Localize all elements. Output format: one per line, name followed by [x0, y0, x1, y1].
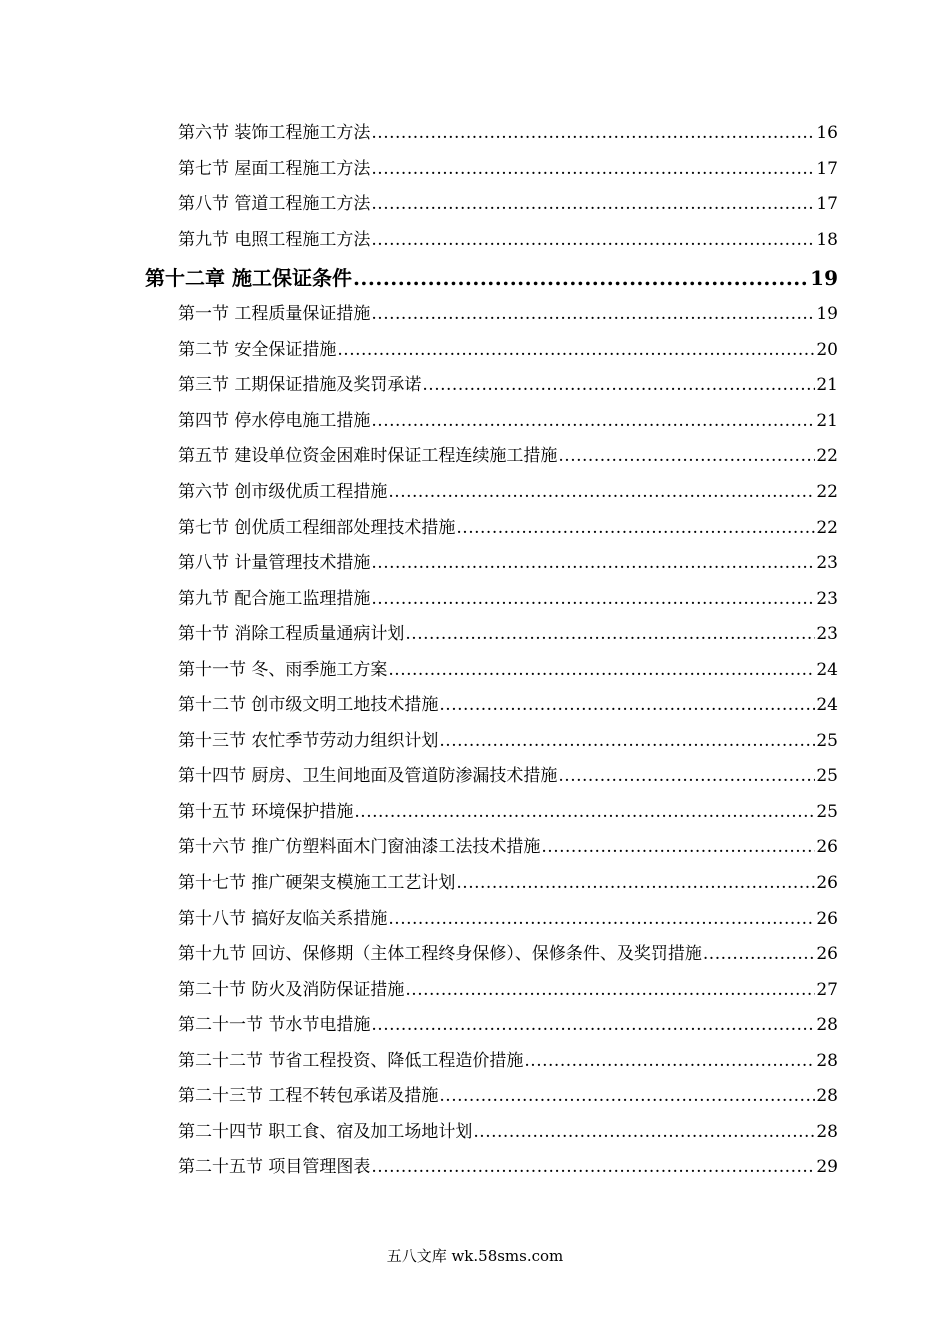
toc-page-number: 19	[816, 304, 838, 324]
toc-page-number: 28	[816, 1121, 838, 1141]
toc-dot-leader	[388, 909, 815, 928]
toc-page-number: 17	[816, 194, 838, 214]
toc-dot-leader	[422, 375, 815, 394]
toc-section-entry[interactable]	[178, 441, 838, 465]
toc-dot-leader	[388, 482, 815, 501]
toc-page-number: 23	[816, 624, 838, 644]
toc-entry-title: 第十二章 施工保证条件	[145, 266, 352, 291]
toc-entry-title: 第十一节 冬、雨季施工方案	[178, 659, 388, 679]
toc-dot-leader	[337, 340, 815, 359]
toc-page-number: 26	[816, 837, 838, 857]
toc-dot-leader	[405, 624, 815, 643]
toc-entry-title: 第六节 装饰工程施工方法	[178, 123, 371, 142]
toc-page-number: 26	[816, 908, 838, 928]
toc-section-entry[interactable]	[178, 370, 838, 394]
toc-entry-title: 第二十四节 职工食、宿及加工场地计划	[178, 1121, 473, 1141]
toc-page-number: 28	[816, 1086, 838, 1106]
toc-entry-title: 第二十三节 工程不转包承诺及措施	[178, 1086, 439, 1106]
toc-dot-leader	[439, 695, 815, 714]
toc-entry-title: 第二节 安全保证措施	[178, 339, 337, 359]
toc-entry-title: 第十九节 回访、保修期（主体工程终身保修）、保修条件、及奖罚措施	[178, 944, 702, 964]
toc-entry-title: 第四节 停水停电施工措施	[178, 410, 371, 430]
toc-section-entry[interactable]	[178, 726, 838, 750]
toc-dot-leader	[703, 944, 815, 963]
toc-page-number: 21	[816, 410, 838, 430]
toc-section-entry[interactable]	[178, 189, 838, 213]
toc-entry-title: 第十四节 厨房、卫生间地面及管道防渗漏技术措施	[178, 766, 558, 786]
toc-entry-title: 第十八节 搞好友临关系措施	[178, 908, 388, 928]
toc-dot-leader	[541, 837, 815, 856]
toc-entry-title: 第十节 消除工程质量通病计划	[178, 624, 405, 644]
toc-chapter-entry[interactable]	[145, 262, 838, 290]
toc-section-entry[interactable]	[178, 584, 838, 608]
toc-entry-title: 第八节 计量管理技术措施	[178, 553, 371, 573]
toc-page-number: 26	[816, 873, 838, 892]
toc-section-entry[interactable]	[178, 832, 838, 856]
toc-page-number: 29	[816, 1157, 838, 1177]
toc-dot-leader	[371, 553, 815, 572]
toc-dot-leader	[353, 266, 809, 290]
toc-section-entry[interactable]	[178, 118, 838, 142]
toc-section-entry[interactable]	[178, 939, 838, 963]
toc-page-number: 16	[816, 123, 838, 142]
toc-dot-leader	[558, 766, 815, 785]
toc-dot-leader	[371, 230, 815, 249]
toc-page-number: 22	[816, 446, 838, 466]
toc-page-number: 18	[816, 229, 838, 249]
toc-section-entry[interactable]	[178, 225, 838, 249]
toc-entry-title: 第九节 配合施工监理措施	[178, 588, 371, 608]
toc-entry-title: 第十七节 推广硬架支模施工工艺计划	[178, 873, 456, 892]
toc-entry-title: 第十三节 农忙季节劳动力组织计划	[178, 730, 439, 750]
toc-section-entry[interactable]	[178, 761, 838, 785]
toc-entry-title: 第二十二节 节省工程投资、降低工程造价措施	[178, 1050, 524, 1070]
toc-entry-title: 第九节 电照工程施工方法	[178, 229, 371, 249]
toc-dot-leader	[371, 1015, 815, 1034]
toc-entry-title: 第十二节 创市级文明工地技术措施	[178, 695, 439, 715]
toc-section-entry[interactable]	[178, 655, 838, 679]
toc-section-entry[interactable]	[178, 797, 838, 821]
toc-dot-leader	[371, 159, 815, 178]
toc-page-number: 24	[816, 659, 838, 679]
toc-dot-leader	[405, 980, 815, 999]
toc-dot-leader	[524, 1051, 815, 1070]
toc-page-number: 21	[816, 375, 838, 395]
toc-entry-title: 第十五节 环境保护措施	[178, 801, 354, 821]
toc-entry-title: 第二十五节 项目管理图表	[178, 1157, 371, 1177]
toc-section-entry[interactable]	[178, 904, 838, 928]
toc-section-entry[interactable]	[178, 154, 838, 178]
toc-dot-leader	[371, 304, 815, 323]
toc-dot-leader	[558, 446, 815, 465]
toc-page-number: 25	[816, 766, 838, 786]
toc-dot-leader	[371, 123, 815, 142]
toc-page-number: 28	[816, 1050, 838, 1070]
toc-entry-title: 第一节 工程质量保证措施	[178, 304, 371, 324]
toc-section-entry[interactable]	[178, 513, 838, 537]
toc-section-entry[interactable]	[178, 1010, 838, 1034]
toc-page-number: 17	[816, 158, 838, 178]
toc-dot-leader	[371, 194, 815, 213]
toc-page-number: 23	[816, 588, 838, 608]
toc-entry-title: 第二十节 防火及消防保证措施	[178, 979, 405, 999]
toc-section-entry[interactable]	[178, 335, 838, 359]
toc-section-entry[interactable]	[178, 1117, 838, 1141]
toc-entry-title: 第十六节 推广仿塑料面木门窗油漆工法技术措施	[178, 837, 541, 857]
toc-dot-leader	[371, 411, 815, 430]
toc-section-entry[interactable]	[178, 477, 838, 501]
toc-dot-leader	[473, 1122, 815, 1141]
toc-page-number: 28	[816, 1015, 838, 1035]
toc-dot-leader	[456, 518, 815, 537]
toc-section-entry[interactable]	[178, 1046, 838, 1070]
toc-entry-title: 第七节 屋面工程施工方法	[178, 158, 371, 178]
toc-page-number: 24	[816, 695, 838, 715]
toc-section-entry[interactable]	[178, 548, 838, 572]
page-footer: 五八文库 wk.58sms.com	[386, 1247, 564, 1265]
toc-dot-leader	[388, 660, 815, 679]
toc-page-number: 25	[816, 730, 838, 750]
toc-dot-leader	[371, 1157, 815, 1176]
toc-section-entry[interactable]	[178, 975, 838, 999]
toc-section-entry[interactable]	[178, 1152, 838, 1176]
toc-section-entry[interactable]	[178, 690, 838, 714]
toc-section-entry[interactable]	[178, 299, 838, 323]
toc-entry-title: 第八节 管道工程施工方法	[178, 194, 371, 214]
toc-dot-leader	[354, 802, 815, 821]
toc-page-number: 19	[810, 266, 838, 291]
toc-page-number: 23	[816, 553, 838, 573]
toc-dot-leader	[371, 589, 815, 608]
toc-section-entry[interactable]	[178, 406, 838, 430]
toc-entry-title: 第五节 建设单位资金困难时保证工程连续施工措施	[178, 446, 558, 466]
toc-entry-title: 第六节 创市级优质工程措施	[178, 481, 388, 501]
toc-dot-leader	[456, 873, 815, 892]
toc-page-number: 22	[816, 481, 838, 501]
toc-entry-title: 第三节 工期保证措施及奖罚承诺	[178, 375, 422, 395]
toc-page-number: 26	[816, 944, 838, 964]
toc-dot-leader	[439, 731, 815, 750]
toc-section-entry[interactable]	[178, 619, 838, 643]
toc-page-number: 20	[816, 339, 838, 359]
toc-page-number: 27	[816, 979, 838, 999]
toc-dot-leader	[439, 1086, 815, 1105]
toc-entry-title: 第七节 创优质工程细部处理技术措施	[178, 517, 456, 537]
toc-section-entry[interactable]	[178, 1081, 838, 1105]
toc-section-entry[interactable]	[178, 868, 838, 892]
toc-page-number: 22	[816, 517, 838, 537]
toc-page-number: 25	[816, 801, 838, 821]
toc-entry-title: 第二十一节 节水节电措施	[178, 1015, 371, 1035]
